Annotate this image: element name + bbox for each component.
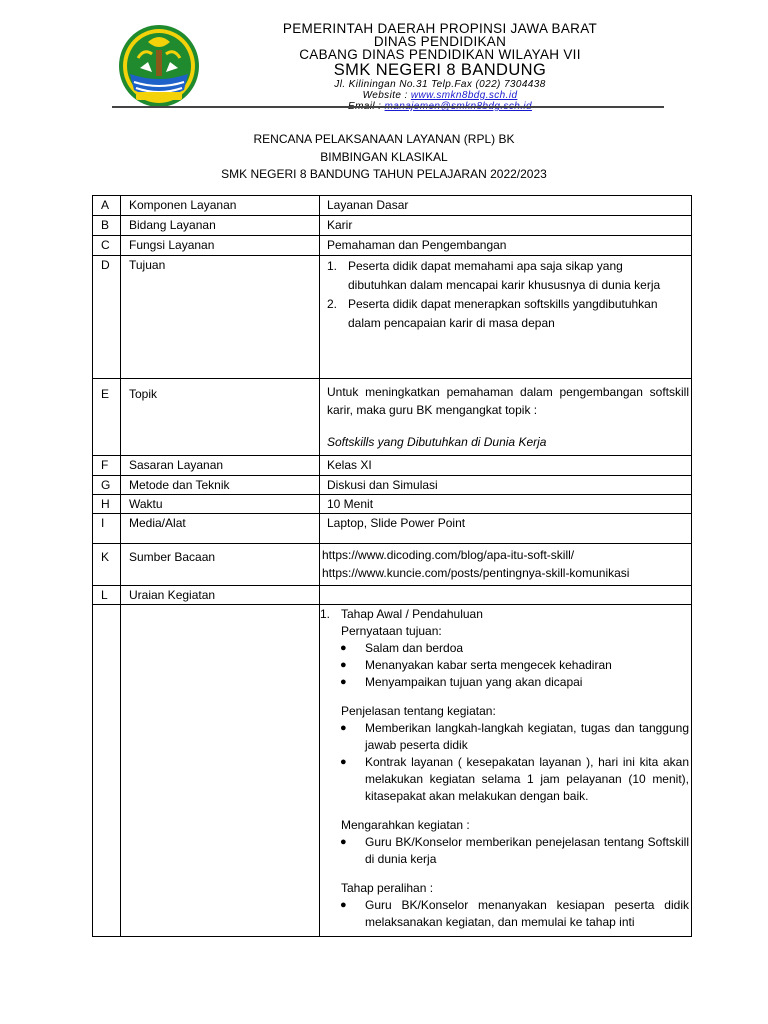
topik-intro: Untuk meningkatkan pemahaman dalam pengembangan softskill karir, maka guru BK mengangkat topik :: [327, 385, 689, 417]
bullet-icon: ●: [340, 659, 347, 671]
bullet-icon: ●: [340, 836, 347, 848]
website-link[interactable]: www.smkn8bdg.sch.id: [410, 90, 518, 101]
row-code: A: [93, 196, 121, 216]
bullet-icon: ●: [340, 722, 347, 734]
letterhead-branch: CABANG DINAS PENDIDIKAN WILAYAH VII: [299, 47, 581, 62]
table-row: [93, 216, 692, 236]
row-code: G: [93, 476, 121, 495]
row-label: Sasaran Layanan: [121, 456, 320, 476]
bullet-icon: ●: [340, 756, 347, 768]
table-row: [93, 196, 692, 216]
list-item: [327, 257, 689, 295]
list-text: dibutuhkan dalam mencapai karir khususnya di dunia kerja: [348, 278, 661, 292]
row-code: D: [93, 256, 121, 379]
penjelasan-heading: Penjelasan tentang kegiatan:: [341, 704, 496, 718]
stage-heading: [320, 606, 689, 623]
document-title: [0, 131, 768, 184]
table-row: [93, 586, 692, 605]
tujuan-heading: Pernyataan tujuan:: [341, 624, 442, 638]
table-row: [93, 379, 692, 456]
letterhead-divider: [112, 106, 664, 108]
row-code: H: [93, 495, 121, 514]
row-value: 10 Menit: [320, 495, 692, 514]
row-value: Pemahaman dan Pengembangan: [320, 236, 692, 256]
row-label: Komponen Layanan: [121, 196, 320, 216]
letterhead-province: PEMERINTAH DAERAH PROPINSI JAWA BARAT: [282, 21, 598, 36]
letterhead-website-line: [210, 90, 670, 101]
website-label: Website :: [362, 90, 411, 101]
row-value: Diskusi dan Simulasi: [320, 476, 692, 495]
row-label: Waktu: [121, 495, 320, 514]
row-label: Sumber Bacaan: [121, 544, 320, 586]
row-code: F: [93, 456, 121, 476]
rpl-table: [92, 195, 692, 937]
row-label: Metode dan Teknik: [121, 476, 320, 495]
bullet-icon: ●: [340, 899, 347, 911]
table-row: [93, 476, 692, 495]
list-item: ● Guru BK/Konselor menanyakan kesiapan peserta didik melaksanakan kegiatan, dan memulai ke tahap inti: [340, 898, 689, 929]
tujuan-list: [320, 256, 692, 379]
row-code: C: [93, 236, 121, 256]
row-code: L: [93, 586, 121, 605]
row-value: Kelas XI: [320, 456, 692, 476]
row-value: Laptop, Slide Power Point: [320, 514, 692, 544]
list-text: dalam pencapaian karir di masa depan: [348, 316, 555, 330]
list-item: ● Menyampaikan tujuan yang akan dicapai: [340, 675, 583, 689]
letterhead-agency: DINAS PENDIDIKAN: [373, 34, 507, 49]
row-label: Tujuan: [121, 256, 320, 379]
jawa-barat-emblem-icon: [118, 24, 200, 108]
email-label: Email :: [348, 101, 385, 112]
letterhead-text: [210, 22, 670, 112]
uraian-cell: [320, 605, 692, 937]
table-row: [93, 495, 692, 514]
table-row: [93, 456, 692, 476]
stage-number: 1.: [320, 607, 331, 621]
row-code: I: [93, 514, 121, 544]
list-item: [327, 295, 689, 333]
list-item: ● Kontrak layanan ( kesepakatan layanan ), hari ini kita akan melakukan kegiatan selama 1 jam pelayanan (10 menit), kitasepakat akan melakukan dengan baik.: [340, 755, 689, 803]
table-row: [93, 605, 692, 937]
row-value: Layanan Dasar: [320, 196, 692, 216]
table-row: [93, 236, 692, 256]
row-code: E: [93, 379, 121, 456]
list-item: ● Menanyakan kabar serta mengecek kehadiran: [340, 658, 612, 672]
mengarahkan-heading: Mengarahkan kegiatan :: [341, 818, 470, 832]
table-row: [93, 256, 692, 379]
row-value: Karir: [320, 216, 692, 236]
title-line-1: RENCANA PELAKSANAAN LAYANAN (RPL) BK: [253, 132, 515, 146]
list-item: ● Salam dan berdoa: [340, 641, 464, 655]
letterhead-school: SMK NEGERI 8 BANDUNG: [333, 61, 547, 79]
reference-link[interactable]: https://www.dicoding.com/blog/apa-itu-soft-skill/: [322, 548, 575, 562]
list-number: 1.: [327, 259, 338, 273]
row-label: Uraian Kegiatan: [121, 586, 320, 605]
stage-title: Tahap Awal / Pendahuluan: [341, 607, 483, 621]
row-code: K: [93, 544, 121, 586]
list-number: 2.: [327, 297, 338, 311]
letterhead: [0, 0, 768, 112]
peralihan-heading: Tahap peralihan :: [341, 881, 434, 895]
bullet-icon: ●: [340, 642, 347, 654]
topik-title: Softskills yang Dibutuhkan di Dunia Kerja: [327, 435, 547, 449]
row-label: Bidang Layanan: [121, 216, 320, 236]
reference-link[interactable]: https://www.kuncie.com/posts/pentingnya-skill-komunikasi: [322, 566, 630, 580]
title-line-2: BIMBINGAN KLASIKAL: [320, 149, 448, 164]
bullet-icon: ●: [340, 676, 347, 688]
sumber-cell: [320, 544, 692, 586]
row-code: B: [93, 216, 121, 236]
table-row: [93, 544, 692, 586]
row-label: Topik: [121, 379, 320, 456]
row-label: Fungsi Layanan: [121, 236, 320, 256]
topik-cell: [320, 379, 692, 456]
letterhead-address: Jl. Kiliningan No.31 Telp.Fax (022) 7304438: [334, 79, 546, 90]
email-link[interactable]: manajemen@smkn8bdg.sch.id: [384, 101, 532, 112]
list-item: ● Memberikan langkah-langkah kegiatan, tugas dan tanggung jawab peserta didik: [340, 721, 689, 752]
list-text: Peserta didik dapat memahami apa saja sikap yang: [348, 259, 623, 273]
title-line-3: SMK NEGERI 8 BANDUNG TAHUN PELAJARAN 2022/2023: [221, 167, 547, 181]
list-item: ● Guru BK/Konselor memberikan penejelasan tentang Softskill di dunia kerja: [340, 835, 689, 866]
list-text: Peserta didik dapat menerapkan softskills yangdibutuhkan: [348, 297, 658, 311]
row-label: Media/Alat: [121, 514, 320, 544]
table-row: [93, 514, 692, 544]
